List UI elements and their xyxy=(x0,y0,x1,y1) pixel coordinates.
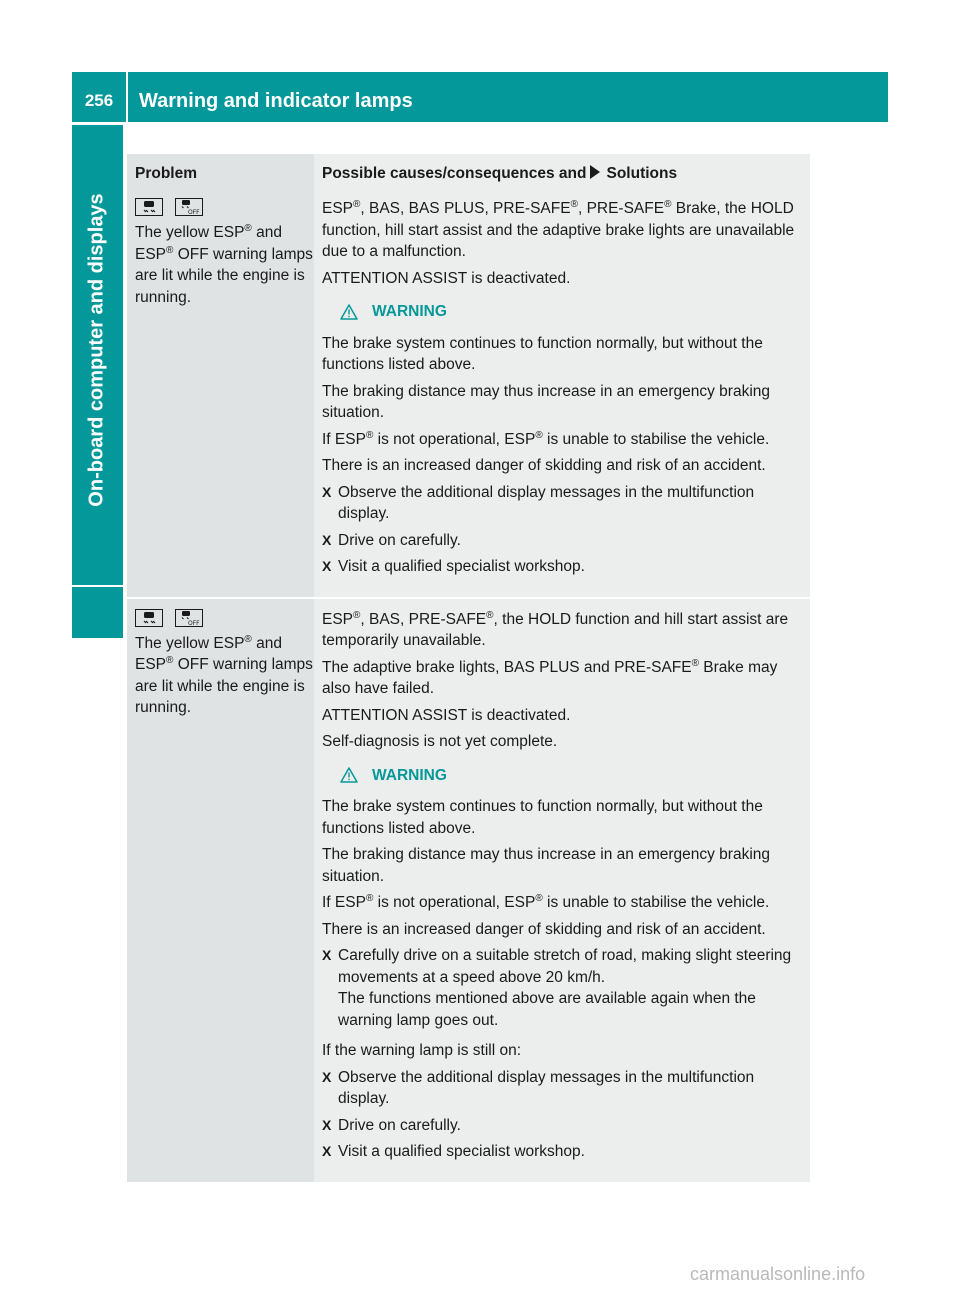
warning-heading xyxy=(340,765,804,787)
attention-text: ATTENTION ASSIST is deactivated. xyxy=(322,269,571,287)
warning-text-part: If ESP xyxy=(322,894,366,911)
registered-mark: ® xyxy=(365,892,374,904)
cause-text xyxy=(322,657,804,700)
cause-text-part: ESP xyxy=(322,610,354,628)
selfdiag-text: Self-diagnosis is not yet complete. xyxy=(322,733,558,750)
problem-text-part: The yellow ESP xyxy=(135,634,245,652)
svg-text:OFF: OFF xyxy=(188,209,200,216)
registered-mark: ® xyxy=(166,244,174,256)
step-text: Observe the additional display messages in the multifunction display. xyxy=(338,483,755,522)
step-text-main: Carefully drive on a suitable stretch of road, making slight steering movements at a speed above 20 km/h. xyxy=(338,947,792,986)
step-text xyxy=(338,945,804,1031)
step-text-note: The functions mentioned above are available again when the warning lamp goes out. xyxy=(338,990,756,1029)
step-text: Visit a qualified specialist workshop. xyxy=(338,558,585,575)
section-side-title: On-board computer and displays xyxy=(85,193,108,507)
lamp-icons xyxy=(135,196,314,218)
step-item xyxy=(322,530,804,552)
page-title: Warning and indicator lamps xyxy=(139,90,413,112)
problem-cell xyxy=(127,188,314,597)
warning-text-part: is not operational, ESP xyxy=(373,894,536,911)
solution-cell xyxy=(314,188,810,597)
svg-text:OFF: OFF xyxy=(188,619,200,627)
registered-mark: ® xyxy=(664,198,672,210)
warning-text xyxy=(322,892,804,914)
warning-lamps-table xyxy=(127,154,810,1182)
cause-text-part: , the HOLD function and hill start assist are temporarily unavailable. xyxy=(322,610,789,649)
column-header-solutions-text: Possible causes/consequences and xyxy=(322,165,587,182)
section-side-marker xyxy=(72,587,123,638)
table-row xyxy=(127,188,810,597)
cause-text-part: , BAS, PRE-SAFE xyxy=(360,610,487,628)
column-header-solutions xyxy=(314,154,810,188)
registered-mark: ® xyxy=(353,198,361,210)
step-text: Drive on carefully. xyxy=(338,531,461,549)
warning-label: WARNING xyxy=(372,766,447,784)
cause-text-part: ESP xyxy=(322,200,354,217)
problem-text-part: and xyxy=(251,224,282,241)
column-header-solutions-label: Solutions xyxy=(606,165,678,182)
cause-text xyxy=(322,609,804,652)
step-text: Drive on carefully. xyxy=(338,1116,461,1134)
registered-mark: ® xyxy=(691,657,699,669)
step-arrow-icon: X xyxy=(322,483,332,500)
problem-text-part: ESP xyxy=(135,245,167,263)
step-item xyxy=(322,945,804,1031)
lamp-icons xyxy=(135,607,314,629)
registered-mark: ® xyxy=(166,654,174,666)
esp-off-icon xyxy=(175,198,203,216)
warning-text xyxy=(322,429,804,451)
problem-cell xyxy=(127,599,314,1182)
warning-heading xyxy=(340,301,804,323)
warning-text: The braking distance may thus increase in an emergency braking situation. xyxy=(322,846,771,885)
cause-text-part: , BAS, BAS PLUS, PRE-SAFE xyxy=(360,200,571,217)
warning-triangle-icon xyxy=(340,767,358,783)
still-on-text: If the warning lamp is still on: xyxy=(322,1042,522,1059)
column-header-problem: Problem xyxy=(127,154,314,188)
warning-text: There is an increased danger of skidding and risk of an accident. xyxy=(322,920,766,938)
registered-mark: ® xyxy=(535,429,543,441)
solution-cell xyxy=(314,599,810,1182)
step-item xyxy=(322,1067,804,1110)
step-item xyxy=(322,482,804,525)
esp-off-icon xyxy=(175,609,203,627)
problem-text-part: OFF warning lamps are lit while the engine is running. xyxy=(135,245,313,306)
warning-text-part: is unable to stabilise the vehicle. xyxy=(542,430,770,448)
problem-text xyxy=(135,222,314,308)
registered-mark: ® xyxy=(353,609,361,621)
registered-mark: ® xyxy=(535,892,543,904)
registered-mark: ® xyxy=(570,198,578,210)
step-arrow-icon: X xyxy=(322,947,332,963)
problem-text-part: ESP xyxy=(135,656,167,673)
warning-text: There is an increased danger of skidding and risk of an accident. xyxy=(322,457,766,474)
page-header xyxy=(72,72,888,122)
problem-text-part: OFF warning lamps are lit while the engine is running. xyxy=(135,656,313,716)
cause-text-part: , PRE-SAFE xyxy=(577,200,665,217)
attention-text: ATTENTION ASSIST is deactivated. xyxy=(322,706,571,724)
esp-icon xyxy=(135,198,163,216)
step-text: Visit a qualified specialist workshop. xyxy=(338,1143,585,1160)
step-item xyxy=(322,1115,804,1137)
cause-text xyxy=(322,198,804,263)
table-header xyxy=(127,154,810,188)
registered-mark: ® xyxy=(486,609,494,621)
warning-label: WARNING xyxy=(372,303,447,320)
registered-mark: ® xyxy=(365,429,374,441)
warning-text-part: If ESP xyxy=(322,430,366,448)
table-row xyxy=(127,597,810,1182)
header-divider xyxy=(126,72,128,122)
step-arrow-icon: X xyxy=(322,531,332,548)
cause-text-part: Brake may also have failed. xyxy=(322,658,778,697)
solutions-arrow-icon xyxy=(590,165,600,179)
warning-triangle-icon xyxy=(340,304,358,320)
step-item xyxy=(322,556,804,578)
warning-text: The brake system continues to function normally, but without the functions listed above. xyxy=(322,798,763,837)
watermark: carmanualsonline.info xyxy=(690,1264,866,1284)
problem-text-part: The yellow ESP xyxy=(135,224,245,241)
step-arrow-icon: X xyxy=(322,1068,332,1085)
step-text: Observe the additional display messages in the multifunction display. xyxy=(338,1068,755,1107)
page-number: 256 xyxy=(84,91,114,110)
warning-text-part: is unable to stabilise the vehicle. xyxy=(542,894,770,911)
registered-mark: ® xyxy=(244,222,252,234)
registered-mark: ® xyxy=(244,633,252,645)
step-arrow-icon: X xyxy=(322,558,332,574)
warning-text: The brake system continues to function normally, but without the functions listed above. xyxy=(322,334,763,373)
warning-text-part: is not operational, ESP xyxy=(373,430,536,448)
cause-text-part: The adaptive brake lights, BAS PLUS and PRE-SAFE xyxy=(322,658,692,676)
problem-text-part: and xyxy=(251,634,282,652)
step-item xyxy=(322,1141,804,1163)
esp-icon xyxy=(135,609,163,627)
problem-text xyxy=(135,633,314,719)
step-arrow-icon: X xyxy=(322,1116,332,1133)
warning-text: The braking distance may thus increase in an emergency braking situation. xyxy=(322,382,771,421)
step-arrow-icon: X xyxy=(322,1143,332,1159)
cause-text-part: Brake, the HOLD function, hill start assist and the adaptive brake lights are unavailable due to a malfunction. xyxy=(322,200,795,260)
